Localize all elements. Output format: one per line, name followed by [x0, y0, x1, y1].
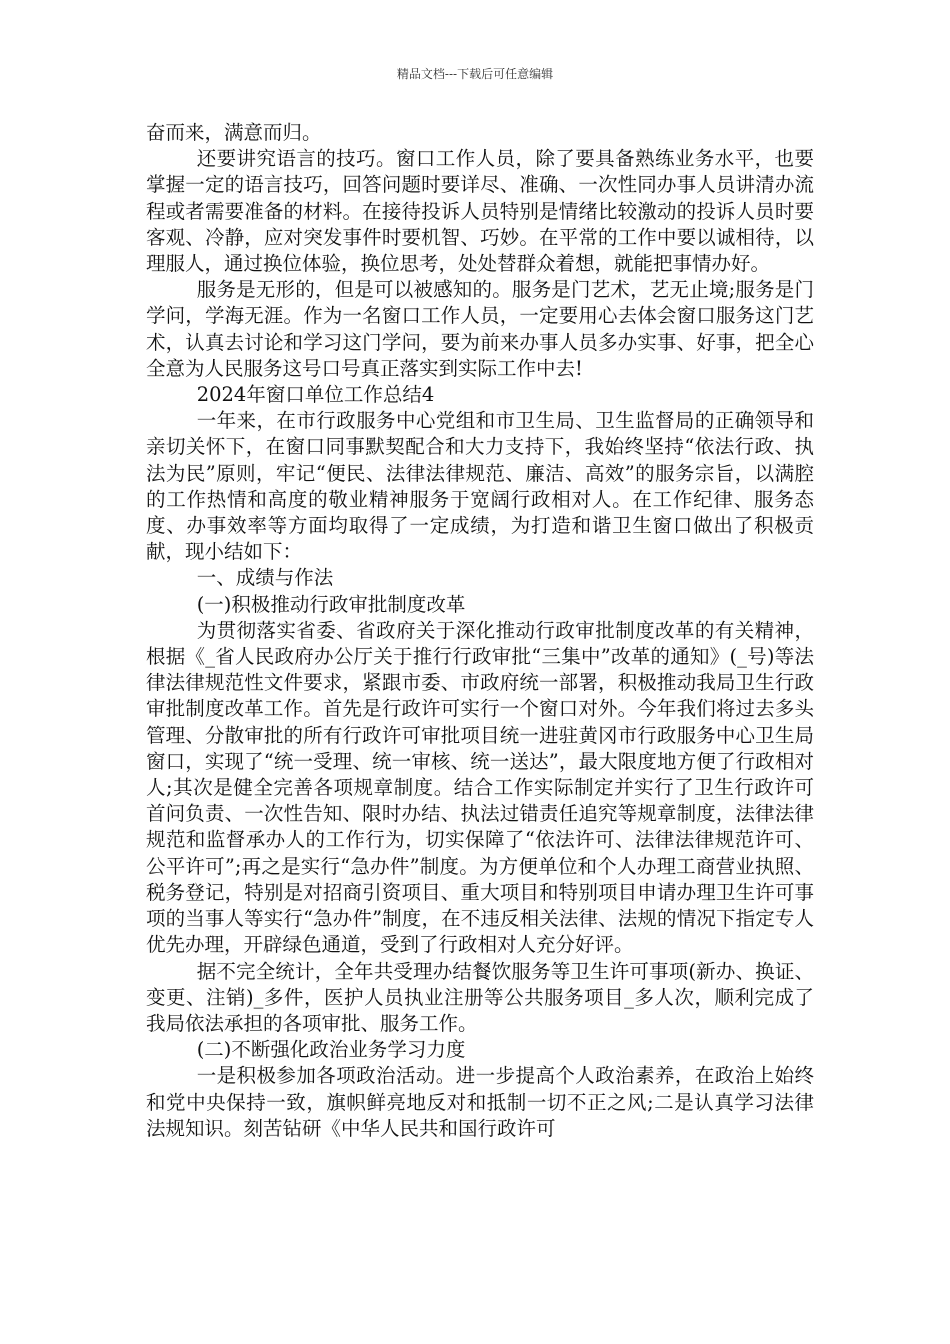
paragraph-2: 还要讲究语言的技巧。窗口工作人员，除了要具备熟练业务水平，也要掌握一定的语言技巧，回答问题时要详尽、准确、一次性同办事人员讲清办流程或者需要准备的材料。在接待投诉人员特别是情绪比较激动的投诉人员时要客观、冷静，应对突发事件时要机智、巧妙。在平常的工作中要以诚相待，以理服人，通过换位体验，换位思考，处处替群众着想，就能把事情办好。	[146, 147, 814, 276]
subheading-1: (一)积极推动行政审批制度改革	[196, 592, 466, 616]
paragraph-3: 服务是无形的，但是可以被感知的。服务是门艺术，艺无止境;服务是门学问，学海无涯。作为一名窗口工作人员，一定要用心去体会窗口服务这门艺术，认真去讨论和学习这门学问，要为前来办事人员多办实事、好事，把全心全意为人民服务这号口号真正落实到实际工作中去!	[146, 278, 814, 380]
section-title: 2024年窗口单位工作总结4	[196, 383, 435, 407]
paragraph-reform: 为贯彻落实省委、省政府关于深化推动行政审批制度改革的有关精神，根据《_省人民政府办公厅关于推行行政审批“三集中”改革的通知》(_号)等法律法律规范性文件要求，紧跟市委、市政府统一部署，积极推动我局卫生行政审批制度改革工作。首先是行政许可实行一个窗口对外。今年我们将过去多头管理、分散审批的所有行政许可审批项目统一进驻黄冈市行政服务中心卫生局窗口，实现了“统一受理、统一审核、统一送达”，最大限度地方便了行政相对人;其次是健全完善各项规章制度。结合工作实际制定并实行了卫生行政许可首问负责、一次性告知、限时办结、执法过错责任追究等规章制度，法律法律规范和监督承办人的工作行为，切实保障了“依法许可、法律法律规范许可、公平许可”;再之是实行“急办件”制度。为方便单位和个人办理工商营业执照、税务登记，特别是对招商引资项目、重大项目和特别项目申请办理卫生许可事项的当事人等实行“急办件”制度，在不违反相关法律、法规的情况下指定专人优先办理，开辟绿色通道，受到了行政相对人充分好评。	[146, 618, 814, 957]
paragraph-1: 奋而来，满意而归。	[146, 121, 322, 144]
paragraph-study: 一是积极参加各项政治活动。进一步提高个人政治素养，在政治上始终和党中央保持一致，旗帜鲜亮地反对和抵制一切不正之风;二是认真学习法律法规知识。刻苦钻研《中华人民共和国行政许可	[146, 1064, 814, 1140]
heading-1: 一、成绩与作法	[196, 566, 334, 590]
document-body	[146, 120, 814, 1142]
page-header: 精品文档---下载后可任意编辑	[396, 67, 554, 81]
paragraph-intro: 一年来，在市行政服务中心党组和市卫生局、卫生监督局的正确领导和亲切关怀下，在窗口同事默契配合和大力支持下，我始终坚持“依法行政、执法为民”原则，牢记“便民、法律法律规范、廉洁、高效”的服务宗旨，以满腔的工作热情和高度的敬业精神服务于宽阔行政相对人。在工作纪律、服务态度、办事效率等方面均取得了一定成绩，为打造和谐卫生窗口做出了积极贡献，现小结如下：	[146, 409, 814, 564]
paragraph-statistics: 据不完全统计，全年共受理办结餐饮服务等卫生许可事项(新办、换证、变更、注销)_多件，医护人员执业注册等公共服务项目_多人次，顺利完成了我局依法承担的各项审批、服务工作。	[146, 959, 814, 1035]
subheading-2: (二)不断强化政治业务学习力度	[196, 1038, 466, 1062]
